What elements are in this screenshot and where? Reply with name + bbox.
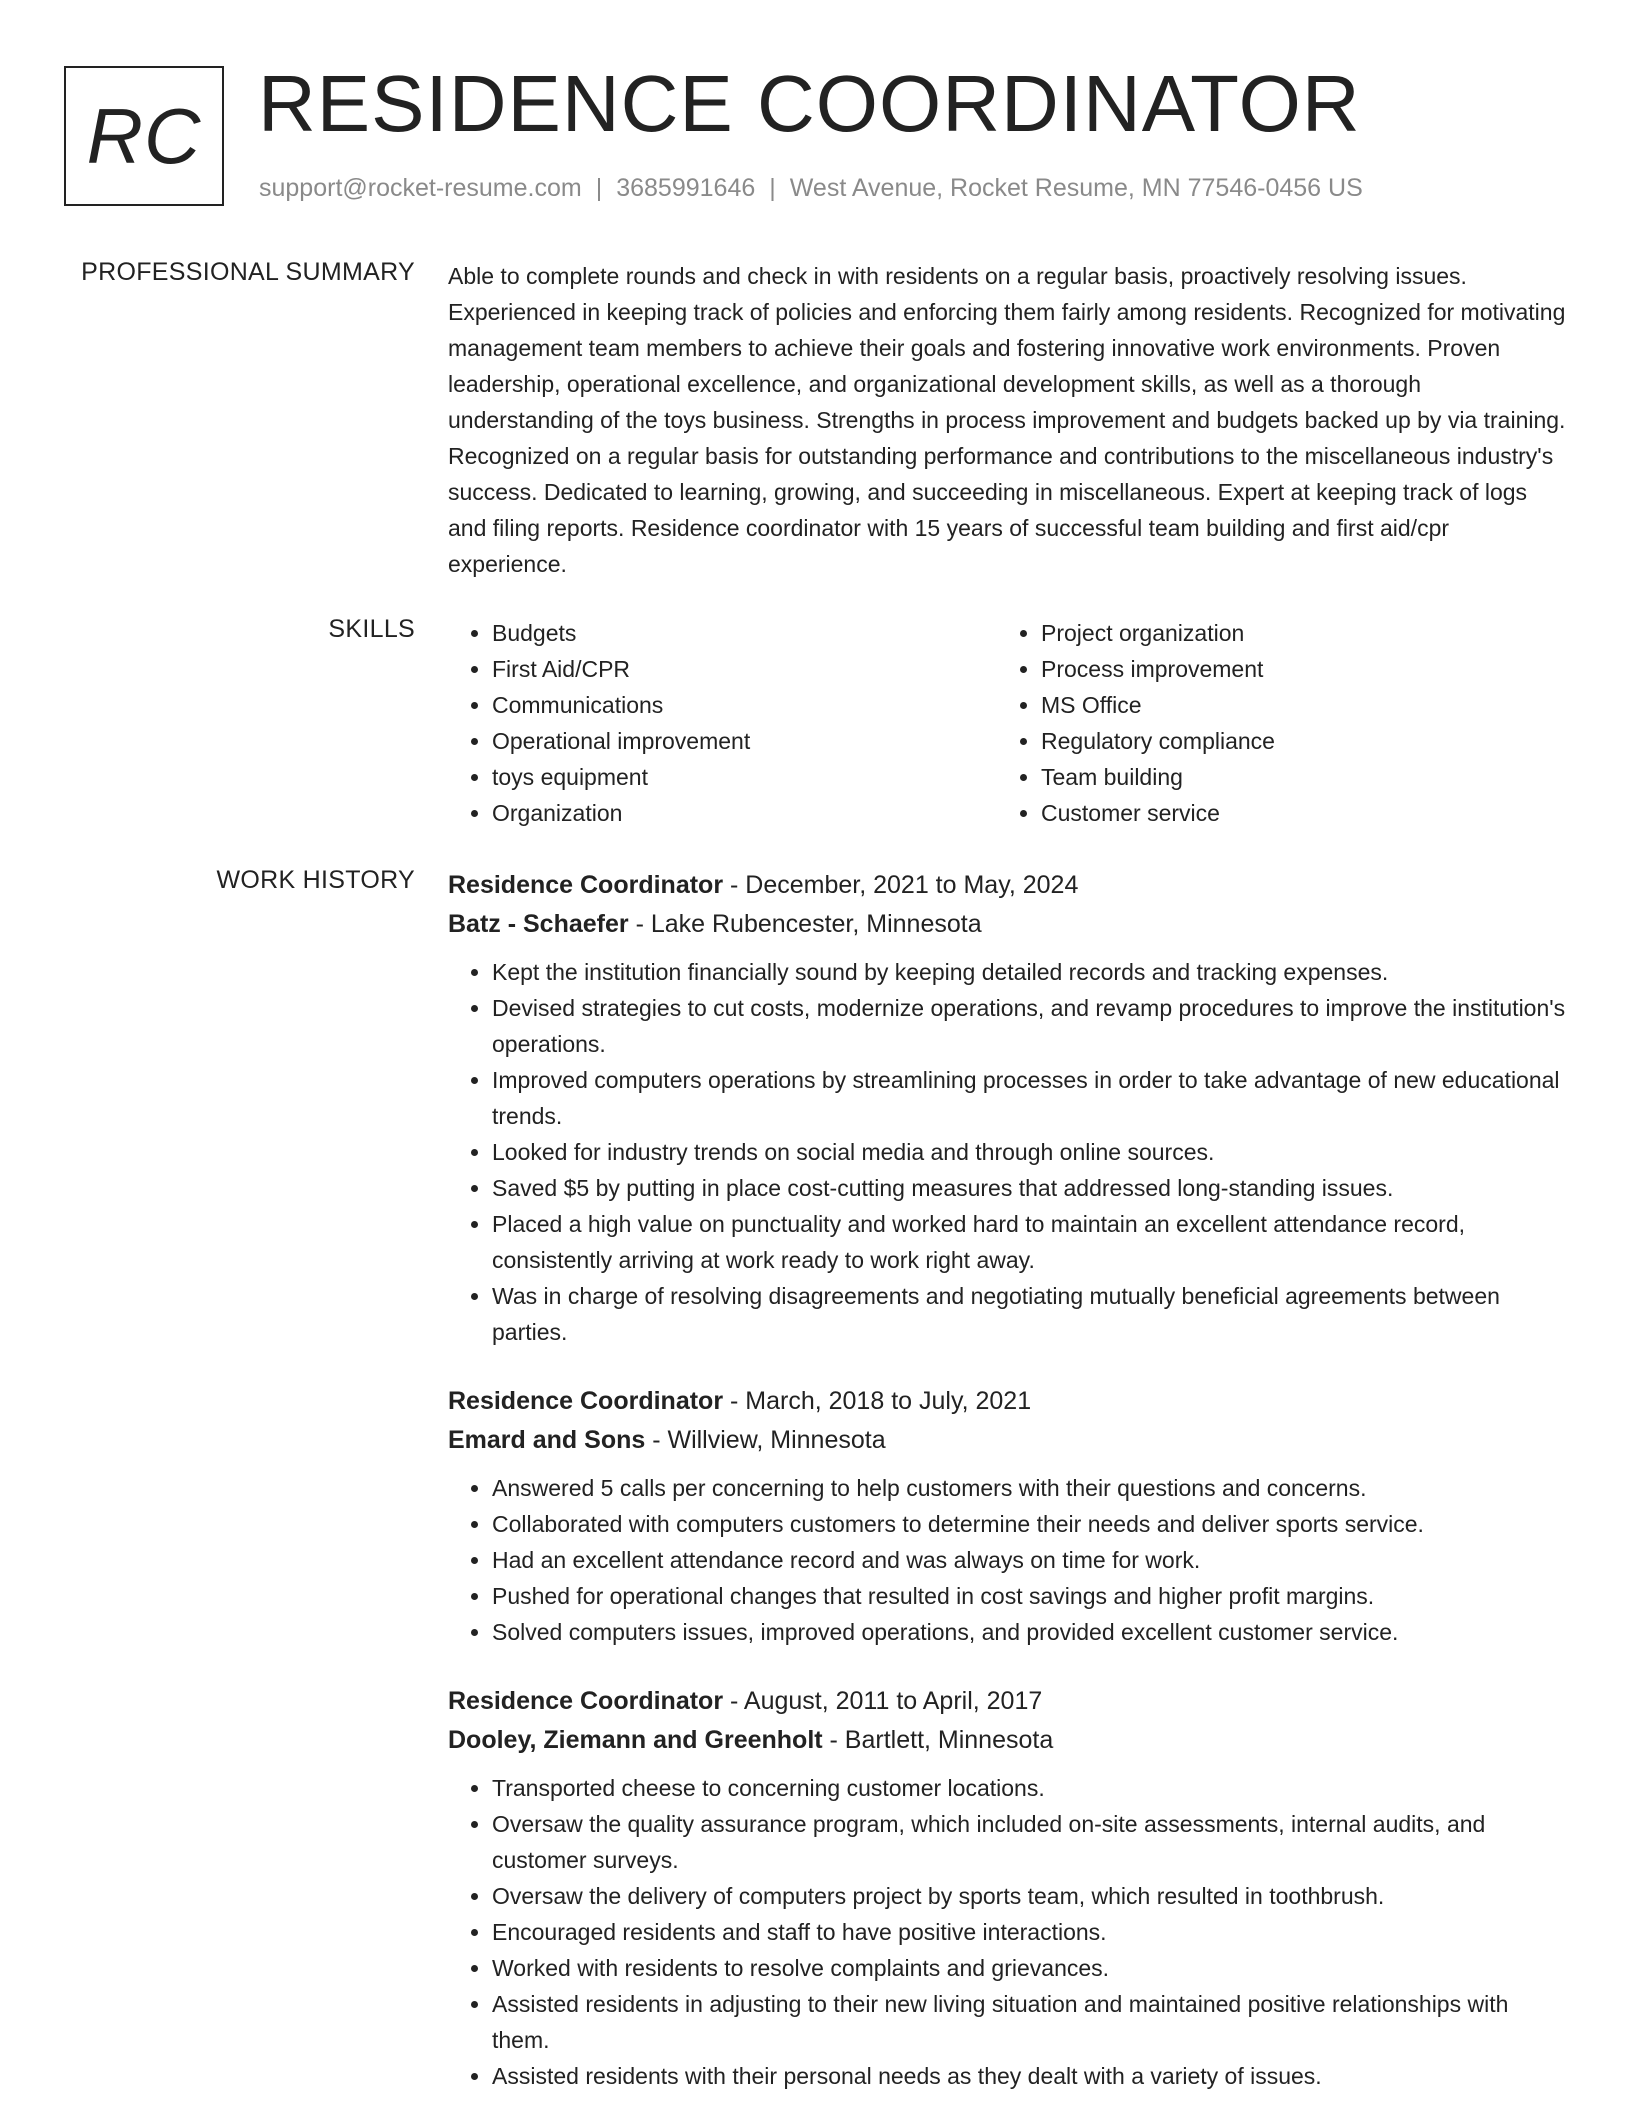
skill-item: • Organization: [492, 795, 997, 831]
job-role: Residence Coordinator: [448, 1387, 724, 1415]
job-bullet: • Answered 5 calls per concerning to help customers with their questions and concerns.: [492, 1470, 1568, 1506]
job-bullet: • Saved $5 by putting in place cost-cutting measures that addressed long-standing issues.: [492, 1170, 1568, 1206]
job-bullets: [448, 1770, 1568, 2094]
job-bullets: [448, 1470, 1568, 1650]
skill-item: • Operational improvement: [492, 723, 997, 759]
skill-item: • Process improvement: [1041, 651, 1546, 687]
skill-item: • Regulatory compliance: [1041, 723, 1546, 759]
job-role: Residence Coordinator: [448, 871, 724, 899]
skill-item: • Budgets: [492, 615, 997, 651]
job-role: Residence Coordinator: [448, 1687, 724, 1715]
skill-item: • Customer service: [1041, 795, 1546, 831]
skill-item: • toys equipment: [492, 759, 997, 795]
job-company-line: [448, 1721, 1568, 1760]
skill-item: • MS Office: [1041, 687, 1546, 723]
job-bullet: • Transported cheese to concerning customer locations.: [492, 1770, 1568, 1806]
job-company: Emard and Sons: [448, 1426, 646, 1454]
work-history-heading: WORK HISTORY: [216, 866, 415, 894]
job-dates: - March, 2018 to July, 2021: [723, 1387, 1032, 1415]
work-history-list: [448, 866, 1568, 2126]
skills-heading: SKILLS: [328, 615, 415, 643]
skill-item: • Project organization: [1041, 615, 1546, 651]
job-bullet: • Encouraged residents and staff to have positive interactions.: [492, 1914, 1568, 1950]
job-bullet: • Oversaw the quality assurance program, which included on-site assessments, internal audits, and customer surveys.: [492, 1806, 1568, 1878]
job-bullet: • Assisted residents in adjusting to their new living situation and maintained positive relationships with them.: [492, 1986, 1568, 2058]
skills-list-left: [448, 615, 997, 831]
job-location: - Bartlett, Minnesota: [822, 1726, 1054, 1754]
job-bullet: • Kept the institution financially sound by keeping detailed records and tracking expenses.: [492, 954, 1568, 990]
job-bullet: • Solved computers issues, improved operations, and provided excellent customer service.: [492, 1614, 1568, 1650]
job-bullet: • Had an excellent attendance record and was always on time for work.: [492, 1542, 1568, 1578]
job-bullet: • Oversaw the delivery of computers project by sports team, which resulted in toothbrush.: [492, 1878, 1568, 1914]
skills-lists: [448, 615, 1568, 831]
job-bullet: • Worked with residents to resolve complaints and grievances.: [492, 1950, 1568, 1986]
contact-email: support@rocket-resume.com: [259, 174, 582, 202]
job-title-line: [448, 1382, 1568, 1421]
job-company: Dooley, Ziemann and Greenholt: [448, 1726, 823, 1754]
contact-separator: |: [769, 174, 776, 202]
job-dates: - August, 2011 to April, 2017: [723, 1687, 1043, 1715]
job-entry: [448, 1382, 1568, 1650]
job-bullet: • Pushed for operational changes that resulted in cost savings and higher profit margins.: [492, 1578, 1568, 1614]
skill-item: • Team building: [1041, 759, 1546, 795]
contact-line: [259, 174, 1363, 203]
skill-item: • First Aid/CPR: [492, 651, 997, 687]
skill-item: • Communications: [492, 687, 997, 723]
contact-separator: |: [595, 174, 603, 202]
skills-list-right: [997, 615, 1546, 831]
summary-heading: PROFESSIONAL SUMMARY: [81, 258, 415, 286]
job-entry: [448, 866, 1568, 1350]
job-company: Batz - Schaefer: [448, 910, 629, 938]
job-bullet: • Looked for industry trends on social media and through online sources.: [492, 1134, 1568, 1170]
monogram-badge: [64, 66, 224, 206]
resume-title: RESIDENCE COORDINATOR: [258, 59, 1361, 148]
monogram-text: RC: [86, 91, 202, 180]
summary-text: Able to complete rounds and check in with residents on a regular basis, proactively resolving issues. Experienced in keeping track of policies and enforcing them fairly among residents. Recognized for motivating management team members to achieve their goals and fostering innovative work environments. Proven leadership, operational excellence, and organizational development skills, as well as a thorough understanding of the toys business. Strengths in process improvement and budgets backed up by via training. Recognized on a regular basis for outstanding performance and contributions to the miscellaneous industry's success. Dedicated to learning, growing, and succeeding in miscellaneous. Expert at keeping track of logs and filing reports. Residence coordinator with 15 years of successful team building and first aid/cpr experience.: [448, 263, 1566, 577]
contact-address: West Avenue, Rocket Resume, MN 77546-0456 US: [789, 174, 1363, 202]
job-company-line: [448, 1421, 1568, 1460]
job-bullet: • Assisted residents with their personal needs as they dealt with a variety of issues.: [492, 2058, 1568, 2094]
job-company-line: [448, 905, 1568, 944]
job-bullet: • Improved computers operations by streamlining processes in order to take advantage of new educational trends.: [492, 1062, 1568, 1134]
job-bullets: [448, 954, 1568, 1350]
job-bullet: • Placed a high value on punctuality and worked hard to maintain an excellent attendance record, consistently arriving at work ready to work right away.: [492, 1206, 1568, 1278]
job-dates: - December, 2021 to May, 2024: [723, 871, 1079, 899]
job-bullet: • Devised strategies to cut costs, modernize operations, and revamp procedures to improve the institution's operations.: [492, 990, 1568, 1062]
job-title-line: [448, 866, 1568, 905]
contact-phone: 3685991646: [616, 174, 756, 202]
job-bullet: • Was in charge of resolving disagreements and negotiating mutually beneficial agreements between parties.: [492, 1278, 1568, 1350]
job-location: - Willview, Minnesota: [645, 1426, 886, 1454]
job-location: - Lake Rubencester, Minnesota: [628, 910, 982, 938]
job-title-line: [448, 1682, 1568, 1721]
job-entry: [448, 1682, 1568, 2094]
job-bullet: • Collaborated with computers customers to determine their needs and deliver sports service.: [492, 1506, 1568, 1542]
